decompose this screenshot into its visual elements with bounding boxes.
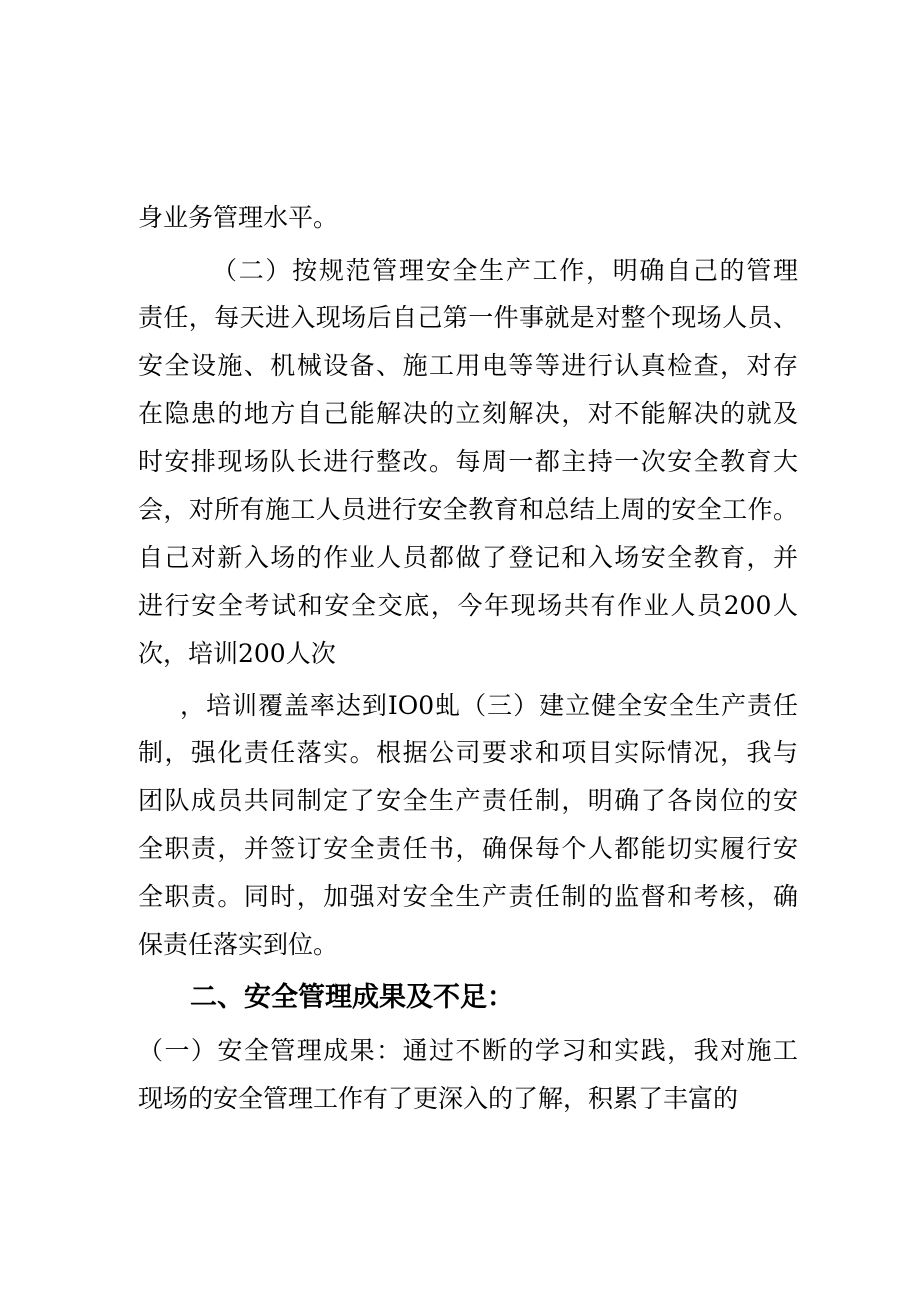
text-line: 安全设施、机械设备、施工用电等等进行认真检查，对存 xyxy=(138,351,798,380)
text-line: 会，对所有施工人员进行安全教育和总结上周的安全工作。 xyxy=(138,495,798,524)
text-line: ，培训覆盖率达到IO0虬（三）建立健全安全生产责任 xyxy=(180,691,798,720)
text-line: 自己对新入场的作业人员都做了登记和入场安全教育，并 xyxy=(138,543,798,572)
text-line: 现场的安全管理工作有了更深入的了解，积累了丰富的 xyxy=(138,1084,739,1113)
text-line: 全职责，并签订安全责任书，确保每个人都能切实履行安 xyxy=(138,834,798,863)
text-line: 进行安全考试和安全交底，今年现场共有作业人员200人 xyxy=(138,591,798,620)
text-line: （二）按规范管理安全生产工作，明确自己的管理 xyxy=(212,256,798,285)
text-line: 团队成员共同制定了安全生产责任制，明确了各岗位的安 xyxy=(138,786,798,815)
text-line: 责任，每天进入现场后自己第一件事就是对整个现场人员、 xyxy=(138,303,798,332)
text-line: 时安排现场队长进行整改。每周一都主持一次安全教育大 xyxy=(138,447,798,476)
text-line: 保责任落实到位。 xyxy=(138,930,339,959)
text-line: 次，培训200人次 xyxy=(138,639,336,668)
text-line: 全职责。同时，加强对安全生产责任制的监督和考核，确 xyxy=(138,882,798,911)
text-line: 身业务管理水平。 xyxy=(138,203,339,232)
section-heading: 二、安全管理成果及不足： xyxy=(190,982,514,1013)
text-line: 在隐患的地方自己能解决的立刻解决，对不能解决的就及 xyxy=(138,399,798,428)
text-line: 制，强化责任落实。根据公司要求和项目实际情况，我与 xyxy=(138,738,798,767)
text-line: （一）安全管理成果：通过不断的学习和实践，我对施工 xyxy=(138,1036,798,1065)
